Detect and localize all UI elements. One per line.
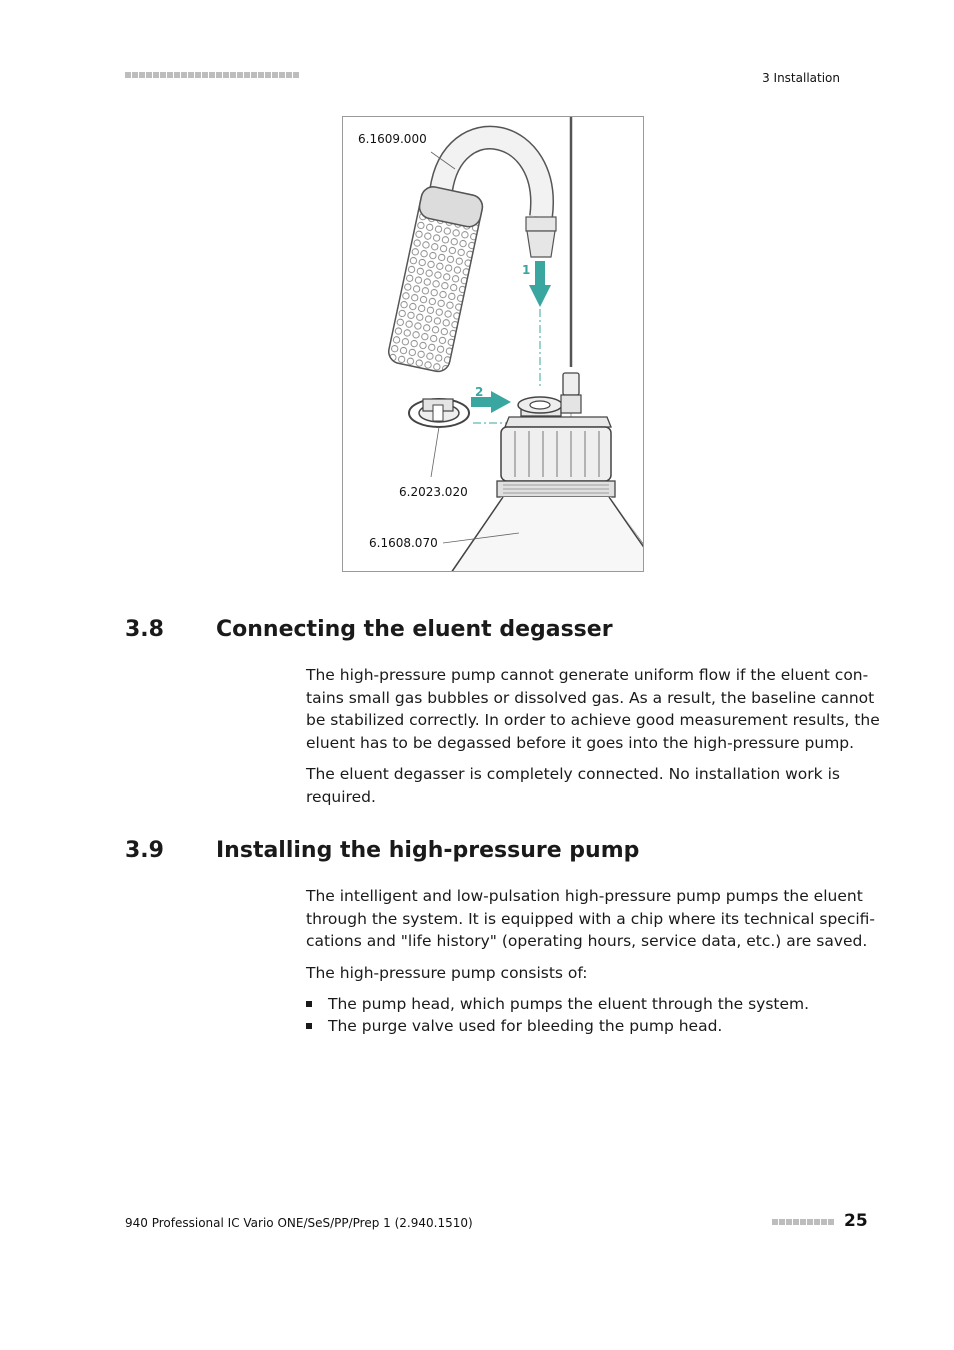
section-title-3-9: Installing the high-pressure pump xyxy=(216,838,640,863)
label-step-2: 2 xyxy=(475,385,484,399)
paragraph-pump-intro xyxy=(306,885,876,953)
header-decoration xyxy=(125,72,299,78)
paragraph-degasser-connected xyxy=(306,763,838,808)
text-line: eluent has to be degassed before it goes into the high-pressure pump. xyxy=(306,733,855,752)
list-item xyxy=(306,995,809,1013)
text-line: through the system. It is equipped with a chip where its technical specifi- xyxy=(306,909,876,928)
list-item-text: The pump head, which pumps the eluent through the system. xyxy=(328,995,810,1013)
text-line: The high-pressure pump consists of: xyxy=(306,964,588,982)
label-bottle-part: 6.1608.070 xyxy=(369,536,438,550)
section-number-3-9: 3.9 xyxy=(125,838,164,863)
bullet-icon xyxy=(306,1023,312,1029)
running-header: 3 Installation xyxy=(762,71,840,85)
text-line: The eluent degasser is completely connected. No installation work is xyxy=(306,765,840,783)
text-line: tains small gas bubbles or dissolved gas. As a result, the baseline cannot xyxy=(306,688,875,707)
section-number-3-8: 3.8 xyxy=(125,617,164,642)
section-title-3-8: Connecting the eluent degasser xyxy=(216,617,613,642)
list-item-text: The purge valve used for bleeding the pump head. xyxy=(328,1017,723,1035)
list-item xyxy=(306,1017,722,1035)
text-line: required. xyxy=(306,787,376,806)
text-line: The intelligent and low-pulsation high-pressure pump pumps the eluent xyxy=(306,887,863,905)
text-line: The high-pressure pump cannot generate uniform flow if the eluent con- xyxy=(306,666,869,684)
label-clip-part: 6.2023.020 xyxy=(399,485,468,499)
label-step-1: 1 xyxy=(522,263,531,277)
label-tube-part: 6.1609.000 xyxy=(358,132,427,146)
page-number: 25 xyxy=(844,1211,868,1231)
paragraph-pump-consists xyxy=(306,962,838,985)
footer-product: 940 Professional IC Vario ONE/SeS/PP/Prep 1 (2.940.1510) xyxy=(125,1216,473,1230)
degasser-figure xyxy=(342,116,644,572)
text-line: cations and "life history" (operating hours, service data, etc.) are saved. xyxy=(306,932,868,950)
text-line: be stabilized correctly. In order to achieve good measurement results, the xyxy=(306,711,880,729)
paragraph-degasser-intro xyxy=(306,664,880,754)
bullet-icon xyxy=(306,1001,312,1007)
figure-drawing xyxy=(343,117,644,572)
footer-decoration xyxy=(772,1219,834,1225)
